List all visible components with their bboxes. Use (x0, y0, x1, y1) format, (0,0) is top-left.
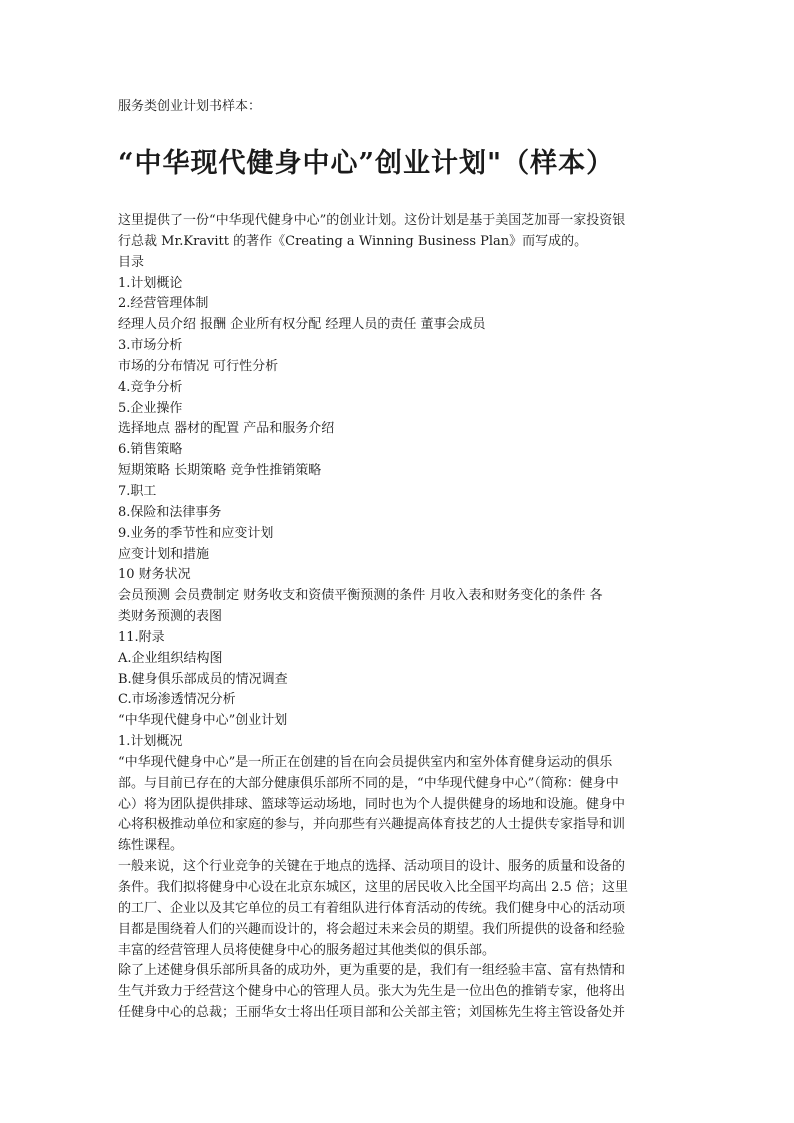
section-title: “中华现代健身中心”创业计划 (118, 713, 288, 729)
body-line: 的工厂、企业以及其它单位的员工有着组队进行体育活动的传统。我们健身中心的活动项 (118, 900, 626, 916)
toc-item: 8.保险和法律事务 (118, 504, 222, 520)
toc-subitems: 经理人员介绍 报酬 企业所有权分配 经理人员的责任 董事会成员 (118, 317, 486, 333)
body-line: 条件。我们拟将健身中心设在北京东城区，这里的居民收入比全国平均高出 2.5 倍；这里 (118, 880, 628, 895)
toc-subitems: 选择地点 器材的配置 产品和服务介绍 (118, 421, 335, 437)
toc-item: 4.竞争分析 (118, 379, 183, 395)
toc-heading: 目录 (118, 254, 145, 270)
body-line: 丰富的经营管理人员将使健身中心的服务超过其他类似的俱乐部。 (118, 942, 496, 958)
toc-item: 6.销售策略 (118, 442, 183, 458)
body-line: 部。与目前已存在的大部分健康俱乐部所不同的是，“中华现代健身中心”（简称：健身中 (118, 775, 619, 791)
toc-item: 3.市场分析 (118, 338, 183, 354)
toc-item: 2.经营管理体制 (118, 296, 209, 312)
section-heading: 1.计划概况 (118, 734, 183, 750)
toc-item: 11.附录 (118, 629, 165, 645)
toc-subitems: 会员预测 会员费制定 财务收支和资债平衡预测的条件 月收入表和财务变化的条件 各 (118, 588, 603, 604)
toc-subitems: 类财务预测的表图 (118, 609, 223, 625)
toc-subitems: A.企业组织结构图 (118, 650, 223, 666)
body-line: “中华现代健身中心”是一所正在创建的旨在向会员提供室内和室外体育健身运动的俱乐 (118, 754, 613, 770)
toc-item: 1.计划概论 (118, 275, 183, 291)
body-line: 心将积极推动单位和家庭的参与，并向那些有兴趣提高体育技艺的人士提供专家指导和训 (118, 817, 626, 833)
toc-subitems: C.市场渗透情况分析 (118, 692, 236, 708)
document-label: 服务类创业计划书样本： (118, 99, 262, 114)
toc-subitems: 应变计划和措施 (118, 546, 210, 562)
body-line: 一般来说，这个行业竞争的关键在于地点的选择、活动项目的设计、服务的质量和设备的 (118, 859, 626, 875)
body-line: 生气并致力于经营这个健身中心的管理人员。张大为先生是一位出色的推销专家，他将出 (118, 984, 626, 1000)
body-line: 练性课程。 (118, 838, 184, 854)
body-line: 目都是围绕着人们的兴趣而设计的，将会超过未来会员的期望。我们所提供的设备和经验 (118, 921, 626, 937)
toc-subitems: 市场的分布情况 可行性分析 (118, 358, 279, 374)
toc-item: 9.业务的季节性和应变计划 (118, 525, 274, 541)
toc-item: 5.企业操作 (118, 400, 183, 416)
toc-item: 7.职工 (118, 483, 157, 499)
body-line: 行总裁 Mr.Kravitt 的著作《Creating a Winning Business Plan》而写成的。 (118, 233, 588, 249)
toc-item: 10 财务状况 (118, 567, 191, 583)
toc-subitems: B.健身俱乐部成员的情况调查 (118, 671, 288, 687)
toc-subitems: 短期策略 长期策略 竞争性推销策略 (118, 463, 322, 479)
document-title: “中华现代健身中心”创业计划"（样本） (118, 148, 615, 179)
body-line: 除了上述健身俱乐部所具备的成功外，更为重要的是，我们有一组经验丰富、富有热情和 (118, 963, 626, 979)
document-body (118, 211, 678, 1024)
body-line: 这里提供了一份“中华现代健身中心”的创业计划。这份计划是基于美国芝加哥一家投资银 (118, 213, 626, 228)
body-line: 心）将为团队提供排球、篮球等运动场地，同时也为个人提供健身的场地和设施。健身中 (118, 796, 626, 812)
body-line: 任健身中心的总裁；王丽华女士将出任项目部和公关部主管；刘国栋先生将主管设备处并 (118, 1005, 626, 1021)
